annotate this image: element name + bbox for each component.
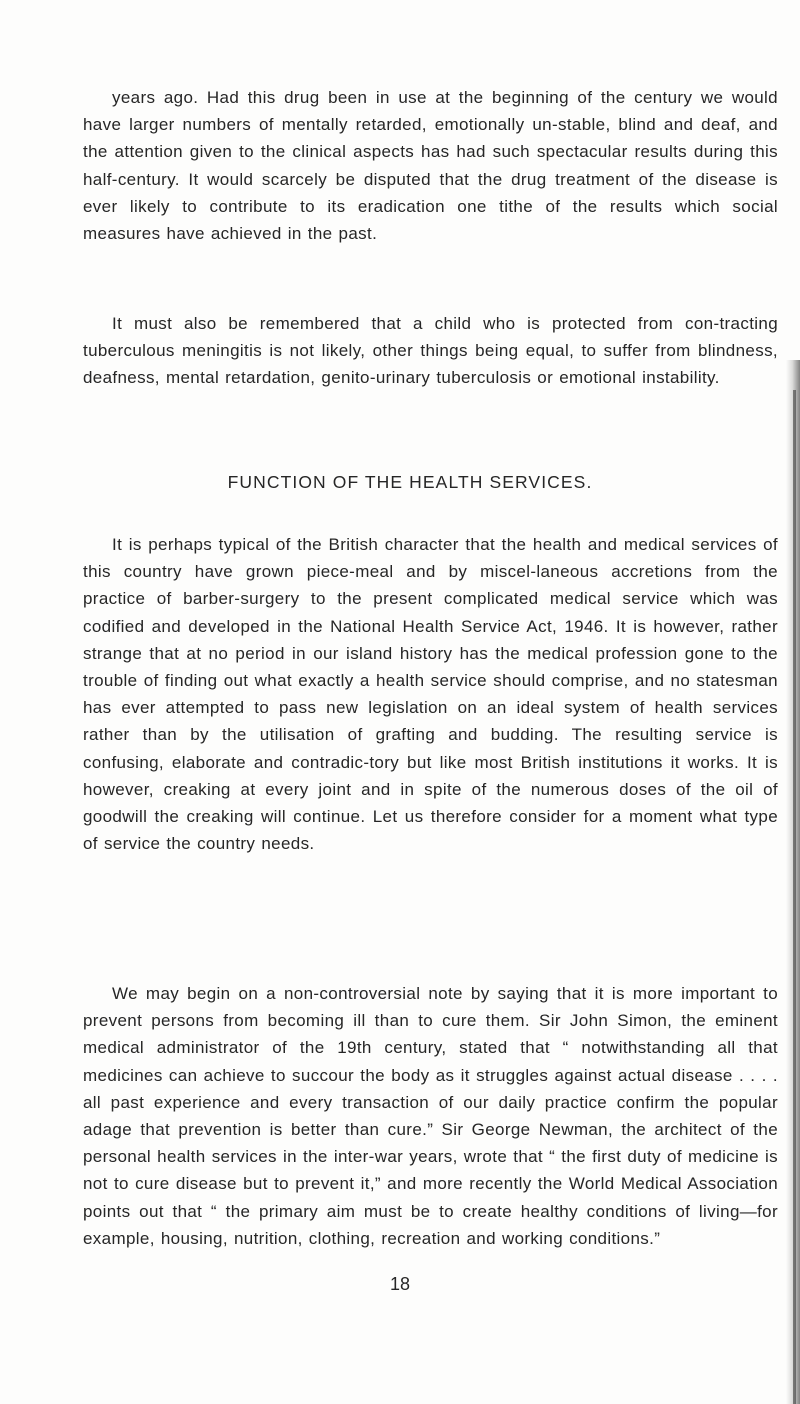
- paragraph-drug-history: years ago. Had this drug been in use at the beginning of the century we would have larger numbers of mentally retarded, emotionally un-stable, blind and deaf, and the attention given to the clinical aspects has had such spectacular results during this half-century. It would scarcely be disputed that the drug treatment of the disease is ever likely to contribute to its eradication one tithe of the results which social measures have achieved in the past.: [83, 88, 778, 244]
- page-number: 18: [389, 1274, 411, 1294]
- page-edge-line: [793, 390, 796, 1404]
- paragraph-prevention: We may begin on a non-controversial note by saying that it is more important to prevent persons from becoming ill than to cure them. Sir John Simon, the eminent medical administrator of the 19th century, stated that “ notwithstanding all that medicines can achieve to succour the body as it struggles against actual disease . . . . all past experience and every transaction of our daily practice confirm the popular adage that prevention is better than cure.” Sir George Newman, the architect of the personal health services in the inter-war years, wrote that “ the first duty of medicine is not to cure disease but to prevent it,” and more recently the World Medical Association points out that “ the primary aim must be to create healthy conditions of living—for example, housing, nutrition, clothing, recreation and working conditions.”: [83, 984, 778, 1248]
- paragraph-child-protection: It must also be remembered that a child who is protected from con-tracting tuberculous meningitis is not likely, other things being equal, to suffer from blindness, deafness, mental retardation, genito-urinary tuberculosis or emotional instability.: [83, 314, 778, 388]
- section-heading-text: FUNCTION OF THE HEALTH SERVICES.: [227, 472, 593, 492]
- section-heading: [0, 472, 800, 493]
- paragraph-british-health-services: It is perhaps typical of the British character that the health and medical services of this country have grown piece-meal and by miscel-laneous accretions from the practice of barber-surgery to the present complicated medical service which was codified and developed in the National Health Service Act, 1946. It is however, rather strange that at no period in our island history has the medical profession gone to the trouble of finding out what exactly a health service should comprise, and no statesman has ever attempted to pass new legislation on an ideal system of health services rather than by the utilisation of grafting and budding. The resulting service is confusing, elaborate and contradic-tory but like most British institutions it works. It is however, creaking at every joint and in spite of the numerous doses of the oil of goodwill the creaking will continue. Let us therefore consider for a moment what type of service the country needs.: [83, 535, 778, 854]
